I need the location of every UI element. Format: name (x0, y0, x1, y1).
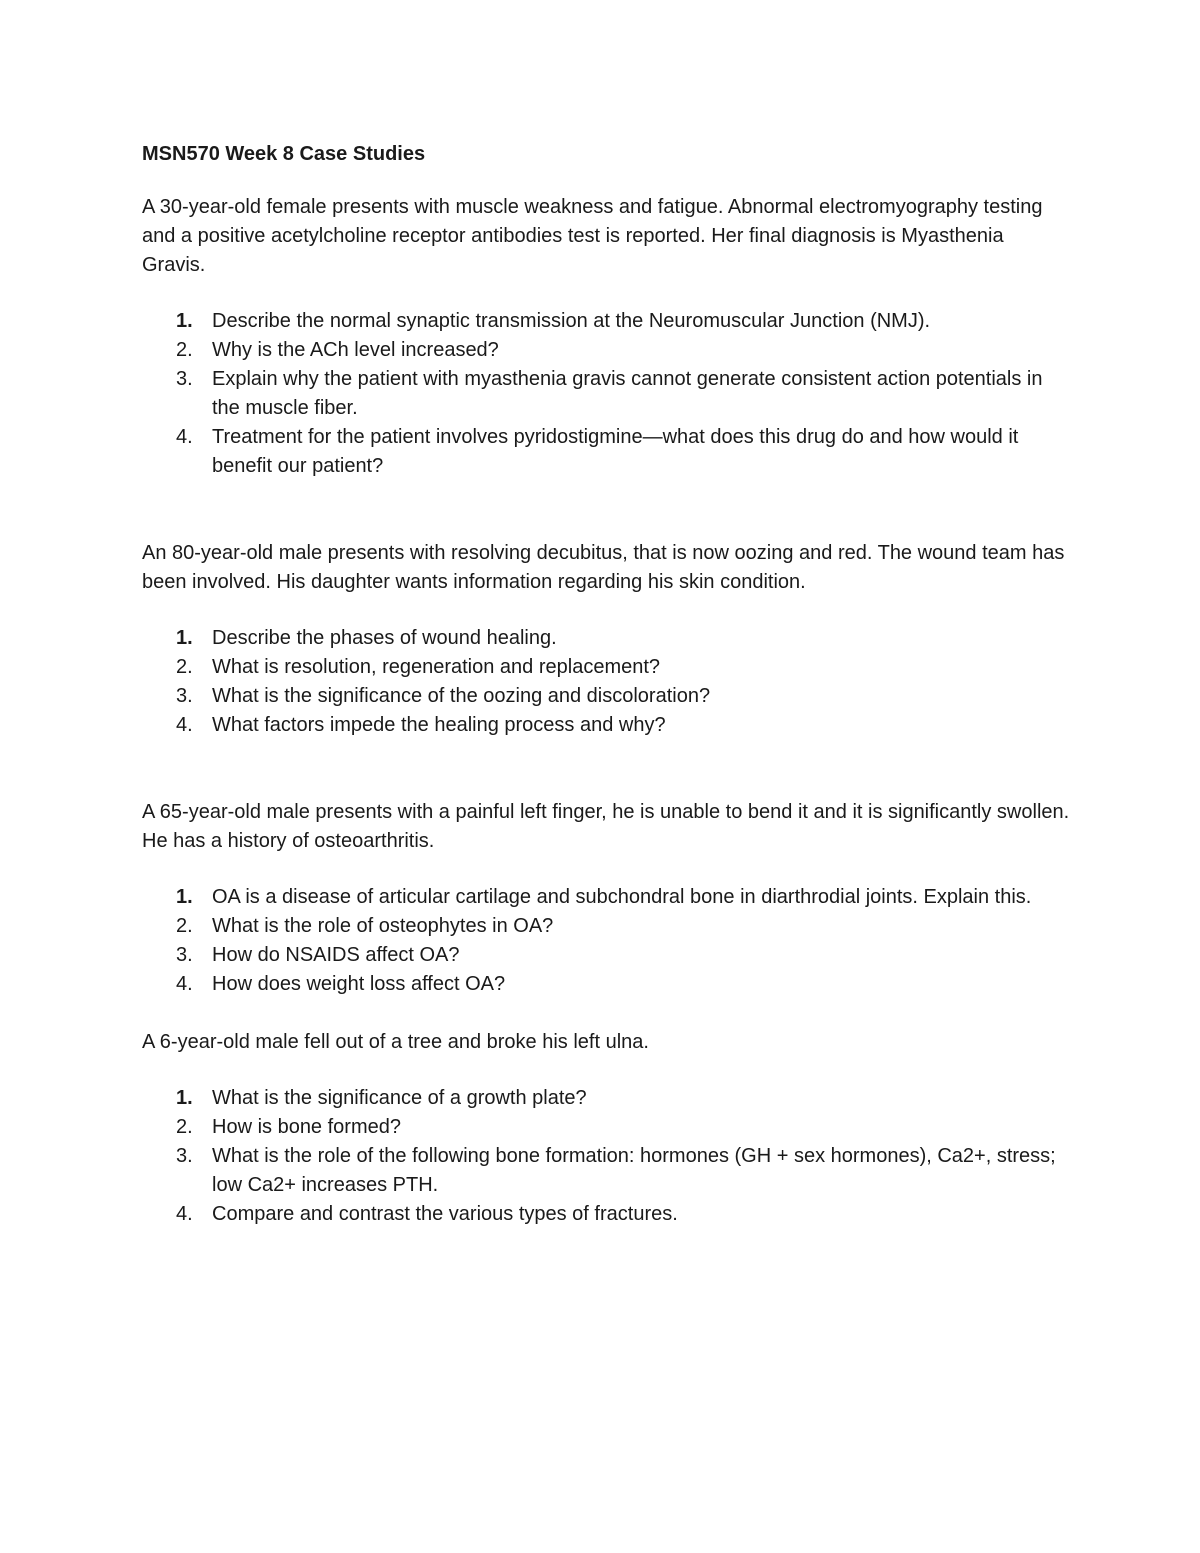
question-item (142, 1113, 1072, 1142)
question-text: How does weight loss affect OA? (212, 973, 506, 995)
question-number: 4. (176, 973, 193, 995)
question-text: What factors impede the healing process and why? (212, 714, 666, 736)
question-number: 4. (176, 714, 193, 736)
question-item (142, 941, 1072, 970)
question-item (142, 1200, 1072, 1229)
question-text: How do NSAIDS affect OA? (212, 944, 460, 966)
question-number: 1. (176, 886, 193, 908)
case-study-wound (142, 539, 1072, 740)
question-number: 3. (176, 368, 193, 390)
question-text: What is the significance of a growth plate? (212, 1087, 587, 1109)
question-number: 3. (176, 1145, 193, 1167)
question-item (142, 653, 1072, 682)
document-page (142, 140, 1072, 1229)
question-item (142, 423, 1072, 481)
case-intro: A 30-year-old female presents with muscle weakness and fatigue. Abnormal electromyography testing and a positive acetylcholine receptor antibodies test is reported. Her final diagnosis is Myasthenia Gravis. (142, 196, 1043, 276)
question-item (142, 1084, 1072, 1113)
question-item (142, 624, 1072, 653)
question-list (142, 1084, 1072, 1229)
question-text: How is bone formed? (212, 1116, 401, 1138)
case-study-osteoarthritis (142, 798, 1072, 999)
question-number: 1. (176, 310, 193, 332)
document-title: MSN570 Week 8 Case Studies (142, 143, 426, 165)
question-item (142, 970, 1072, 999)
case-intro: A 65-year-old male presents with a painful left finger, he is unable to bend it and it is significantly swollen. He has a history of osteoarthritis. (142, 801, 1070, 852)
question-text: Compare and contrast the various types of fractures. (212, 1203, 678, 1225)
question-number: 2. (176, 656, 193, 678)
case-study-myasthenia (142, 193, 1072, 481)
question-item (142, 365, 1072, 423)
question-number: 2. (176, 1116, 193, 1138)
question-text: What is the role of the following bone formation: hormones (GH + sex hormones), Ca2+, stress; low Ca2+ increases PTH. (212, 1145, 1056, 1196)
question-number: 4. (176, 1203, 193, 1225)
case-intro: An 80-year-old male presents with resolving decubitus, that is now oozing and red. The wound team has been involved. His daughter wants information regarding his skin condition. (142, 542, 1065, 593)
question-text: What is resolution, regeneration and replacement? (212, 656, 661, 678)
question-text: Treatment for the patient involves pyridostigmine—what does this drug do and how would it benefit our patient? (212, 426, 1019, 477)
case-intro: A 6-year-old male fell out of a tree and broke his left ulna. (142, 1031, 649, 1053)
question-item (142, 336, 1072, 365)
question-text: OA is a disease of articular cartilage and subchondral bone in diarthrodial joints. Explain this. (212, 886, 1032, 908)
question-number: 3. (176, 685, 193, 707)
question-item (142, 1142, 1072, 1200)
question-number: 2. (176, 915, 193, 937)
question-number: 4. (176, 426, 193, 448)
question-list (142, 883, 1072, 999)
question-number: 2. (176, 339, 193, 361)
question-list (142, 624, 1072, 740)
question-item (142, 883, 1072, 912)
question-text: What is the role of osteophytes in OA? (212, 915, 554, 937)
question-text: What is the significance of the oozing and discoloration? (212, 685, 711, 707)
question-item (142, 912, 1072, 941)
question-text: Describe the phases of wound healing. (212, 627, 557, 649)
question-item (142, 307, 1072, 336)
question-number: 1. (176, 1087, 193, 1109)
question-text: Describe the normal synaptic transmission at the Neuromuscular Junction (NMJ). (212, 310, 931, 332)
question-list (142, 307, 1072, 481)
question-item (142, 711, 1072, 740)
question-item (142, 682, 1072, 711)
question-number: 1. (176, 627, 193, 649)
question-text: Why is the ACh level increased? (212, 339, 499, 361)
case-study-fracture (142, 1028, 1072, 1229)
question-text: Explain why the patient with myasthenia gravis cannot generate consistent action potentials in the muscle fiber. (212, 368, 1043, 419)
question-number: 3. (176, 944, 193, 966)
